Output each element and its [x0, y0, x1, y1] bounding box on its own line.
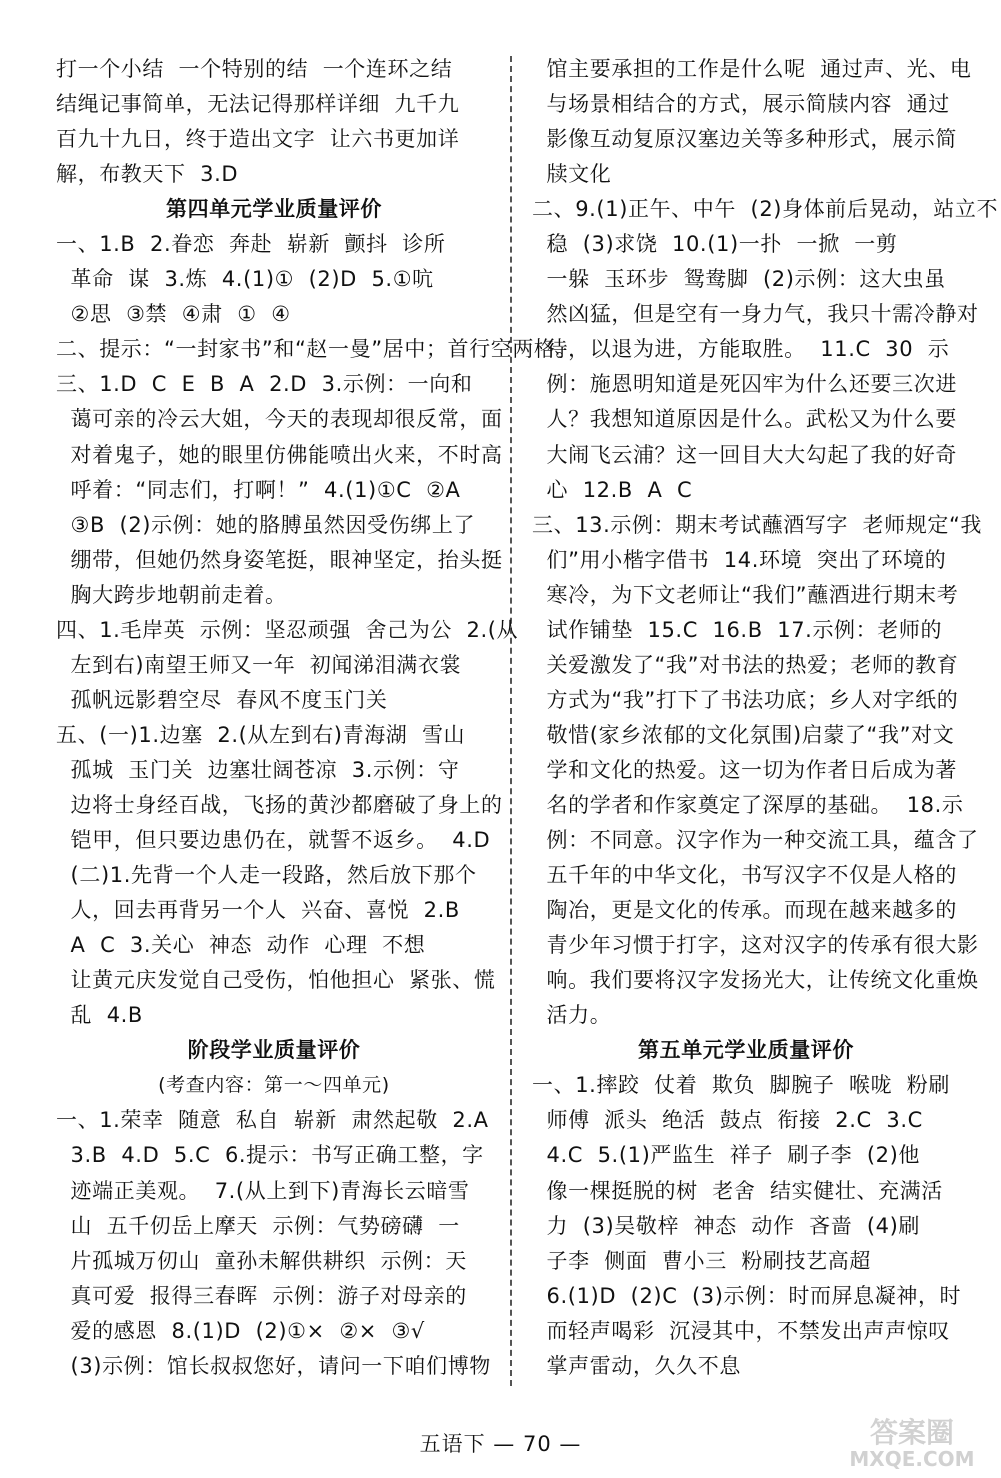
text-line: 6.(1)D (2)C (3)示例：时而屏息凝神，时 — [532, 1283, 962, 1308]
text-line: 边将士身经百战，飞扬的黄沙都磨破了身上的 — [56, 792, 503, 817]
text-line: 响。我们要将汉字发扬光大，让传统文化重焕 — [532, 968, 979, 993]
text-line: 活力。 — [532, 1003, 612, 1028]
text-line: 试作铺垫 15.C 16.B 17.示例：老师的 — [532, 617, 943, 642]
text-line: 然凶猛，但是空有一身力气，我只十需冷静对 — [532, 302, 979, 327]
section-subheading: (考查内容：第一～四单元) — [158, 1074, 390, 1097]
text-line: 而轻声喝彩 沉浸其中，不禁发出声声惊叹 — [532, 1318, 950, 1343]
text-line: 力 (3)吴敬梓 神态 动作 吝啬 (4)刷 — [532, 1213, 920, 1238]
text-line: 二、提示：“一封家书”和“赵一曼”居中；首行空两格。 — [56, 337, 578, 362]
text-line: 左到右)南望王师又一年 初闻涕泪满衣裳 — [56, 652, 462, 677]
text-line: 结绳记事简单，无法记得那样详细 九千九 — [56, 92, 460, 117]
column-divider — [510, 56, 512, 1386]
text-line: 一、1.B 2.眷恋 奔赴 崭新 颤抖 诊所 — [56, 232, 446, 257]
section-heading-unit-4: 第四单元学业质量评价 — [166, 197, 382, 222]
text-line: 师傅 派头 绝活 鼓点 衔接 2.C 3.C — [532, 1108, 923, 1133]
text-line: 馆主要承担的工作是什么呢 通过声、光、电 — [532, 57, 972, 81]
page-footer: 五语下 — 70 — — [419, 1432, 582, 1456]
text-line: 革命 谋 3.炼 4.(1)① (2)D 5.①吭 — [56, 267, 434, 292]
text-line: 爱的感恩 8.(1)D (2)①× ②× ③√ — [56, 1318, 425, 1343]
text-line: 绷带，但她仍然身姿笔挺，眼神坚定，抬头挺 — [56, 547, 503, 572]
watermark-line2: MXQE.COM — [849, 1447, 975, 1471]
text-line: 人，回去再背另一个人 兴奋、喜悦 2.B — [56, 898, 460, 923]
text-line: 敬惜(家乡浓郁的文化氛围)启蒙了“我”对文 — [532, 722, 955, 747]
text-line: 三、1.D C E B A 2.D 3.示例：一向和 — [56, 372, 473, 397]
text-line: 一、1.荣幸 随意 私自 崭新 肃然起敬 2.A — [56, 1108, 489, 1133]
text-line: 青少年习惯于打字，这对汉字的传承有很大影 — [532, 933, 979, 958]
text-line: 牍文化 — [532, 162, 612, 187]
text-line: 方式为“我”打下了书法功底；乡人对字纸的 — [532, 687, 959, 712]
text-line: 待，以退为进，方能取胜。 11.C 30 示 — [532, 337, 950, 362]
text-line: ②思 ③禁 ④肃 ① ④ — [56, 302, 291, 327]
text-line: 与场景相结合的方式，展示简牍内容 通过 — [532, 92, 950, 117]
text-line: 学和文化的热爱。这一切为作者日后成为著 — [532, 757, 957, 782]
text-line: (二)1.先背一个人走一段路，然后放下那个 — [56, 863, 477, 888]
text-line: 迹端正美观。 7.(从上到下)青海长云暗雪 — [56, 1178, 470, 1203]
text-line: 寒冷，为下文老师让“我们”蘸酒进行期末考 — [532, 582, 959, 607]
text-line: 3.B 4.D 5.C 6.提示：书写正确工整，字 — [56, 1143, 484, 1168]
text-line: 影像互动复原汉塞边关等多种形式，展示简 — [532, 127, 957, 152]
text-line: (3)示例：馆长叔叔您好，请问一下咱们博物 — [56, 1353, 491, 1378]
text-line: 子李 侧面 曹小三 粉刷技艺高超 — [532, 1248, 872, 1273]
text-line: 稳 (3)求饶 10.(1)一扑 一掀 一剪 — [532, 232, 898, 257]
section-heading-unit-5: 第五单元学业质量评价 — [638, 1038, 854, 1063]
text-line: 心 12.B A C — [532, 477, 693, 502]
text-line: 陶冶，更是文化的传承。而现在越来越多的 — [532, 898, 957, 923]
text-line: 像一棵挺脱的树 老舍 结实健壮、充满活 — [532, 1178, 943, 1203]
text-line: 打一个小结 一个特别的结 一个连环之结 — [56, 57, 453, 81]
text-line: 对着鬼子，她的眼里仿佛能喷出火来，不时高 — [56, 442, 503, 467]
text-line: 人？我想知道原因是什么。武松又为什么要 — [532, 407, 957, 432]
text-line: 例：施恩明知道是死囚牢为什么还要三次进 — [532, 372, 957, 397]
text-line: 例：不同意。汉字作为一种交流工具，蕴含了 — [532, 828, 979, 853]
text-line: 胸大跨步地朝前走着。 — [56, 582, 287, 607]
text-line: 们”用小楷字借书 14.环境 突出了环境的 — [532, 547, 947, 572]
right-column — [532, 52, 999, 1384]
text-line: 铠甲，但只要边患仍在，就誓不返乡。 4.D — [56, 828, 491, 853]
text-line: 一躲 玉环步 鸳鸯脚 (2)示例：这大虫虽 — [532, 267, 946, 292]
text-line: 山 五千仞岳上摩天 示例：气势磅礴 一 — [56, 1213, 460, 1238]
text-line: 关爱激发了“我”对书法的热爱；老师的教育 — [532, 652, 959, 677]
text-line: ③B (2)示例：她的胳膊虽然因受伤绑上了 — [56, 512, 476, 537]
text-line: A C 3.关心 神态 动作 心理 不想 — [56, 933, 426, 958]
text-line: 四、1.毛岸英 示例：坚忍顽强 舍己为公 2.(从 — [56, 617, 519, 642]
text-line: 百九十九日，终于造出文字 让六书更加详 — [56, 127, 460, 152]
text-line: 大闹飞云浦？这一回目大大勾起了我的好奇 — [532, 442, 957, 467]
text-line: 蔼可亲的冷云大姐，今天的表现却很反常，面 — [56, 407, 503, 432]
text-line: 掌声雷动，久久不息 — [532, 1353, 741, 1378]
text-line: 五千年的中华文化，书写汉字不仅是人格的 — [532, 863, 957, 888]
text-line: 片孤城万仞山 童孙未解供耕织 示例：天 — [56, 1248, 467, 1273]
text-line: 孤城 玉门关 边塞壮阔苍凉 3.示例：守 — [56, 757, 460, 782]
text-line: 让黄元庆发觉自己受伤，怕他担心 紧张、慌 — [56, 968, 496, 993]
text-line: 五、(一)1.边塞 2.(从左到右)青海湖 雪山 — [56, 722, 466, 747]
text-line: 三、13.示例：期末考试蘸酒写字 老师规定“我 — [532, 512, 983, 537]
text-line: 孤帆远影碧空尽 春风不度玉门关 — [56, 687, 388, 712]
text-line: 解，布教天下 3.D — [56, 162, 239, 187]
watermark-line1: 答案圈 — [869, 1416, 955, 1449]
text-line: 呼着：“同志们，打啊！” 4.(1)①C ②A — [56, 477, 461, 502]
text-line: 4.C 5.(1)严监生 祥子 刷子李 (2)他 — [532, 1143, 920, 1168]
section-heading-stage: 阶段学业质量评价 — [187, 1038, 361, 1063]
text-line: 乱 4.B — [56, 1003, 143, 1028]
text-line: 真可爱 报得三春晖 示例：游子对母亲的 — [56, 1283, 467, 1308]
text-line: 名的学者和作家奠定了深厚的基础。 18.示 — [532, 792, 964, 817]
text-line: 一、1.摔跤 仗着 欺负 脚腕子 喉咙 粉刷 — [532, 1073, 950, 1098]
watermark-logo — [837, 1412, 987, 1472]
text-line: 二、9.(1)正午、中午 (2)身体前后晃动，站立不 — [532, 197, 999, 222]
